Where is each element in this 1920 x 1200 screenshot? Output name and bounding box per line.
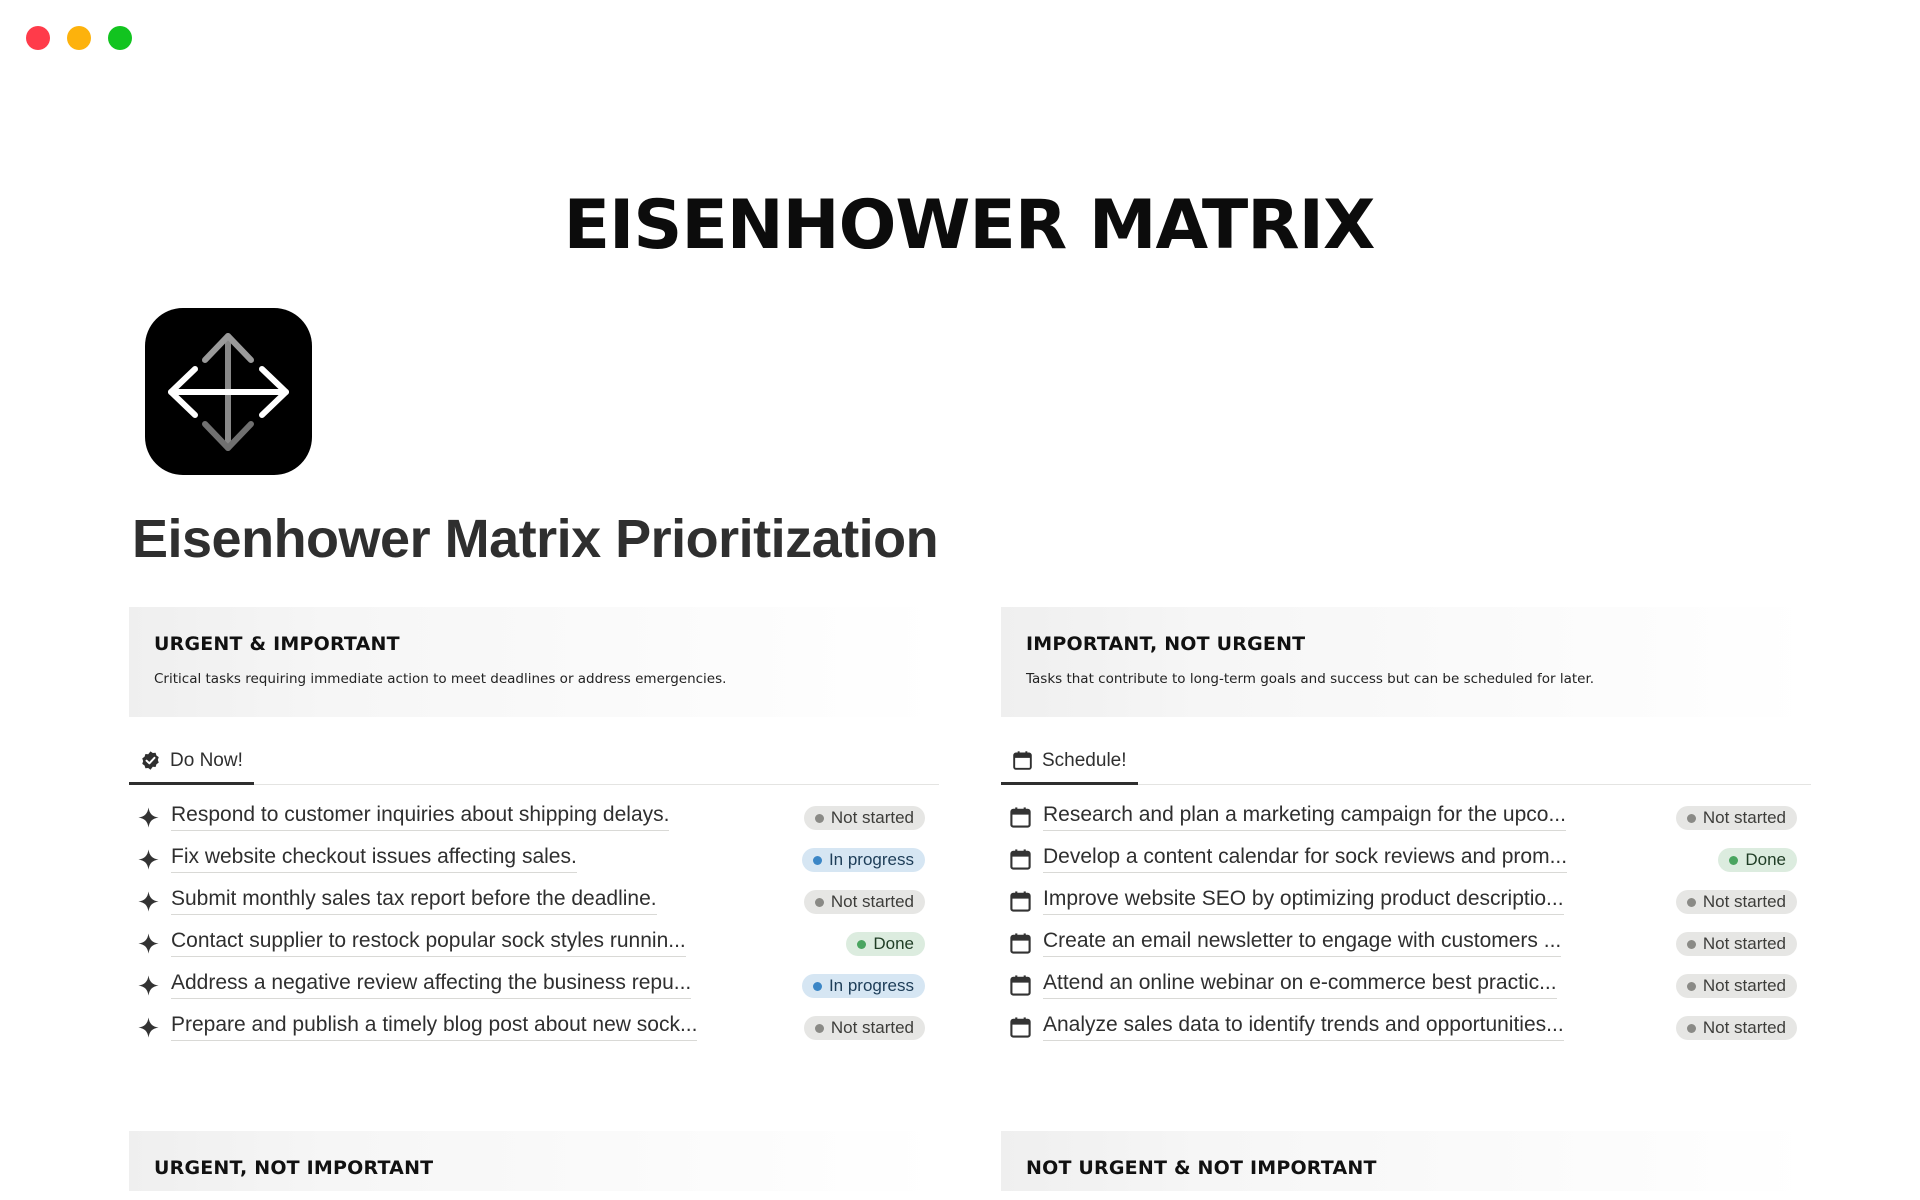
diamond-icon [137, 932, 160, 955]
status-badge[interactable] [1676, 890, 1797, 914]
status-label: Done [1745, 850, 1786, 869]
task-title[interactable]: Respond to customer inquiries about shipping delays. [171, 803, 669, 831]
status-dot [1687, 814, 1696, 823]
banner-title: EISENHOWER MATRIX [563, 186, 1375, 265]
task-title[interactable]: Analyze sales data to identify trends and opportunities... [1043, 1013, 1564, 1041]
quadrant-header [1001, 607, 1811, 717]
status-dot [815, 1024, 824, 1033]
task-title[interactable]: Attend an online webinar on e-commerce best practic... [1043, 971, 1557, 999]
status-label: In progress [828, 850, 914, 869]
task-title[interactable]: Fix website checkout issues affecting sales. [171, 845, 577, 873]
status-label: Not started [1702, 976, 1786, 995]
task-title[interactable]: Prepare and publish a timely blog post about new sock... [171, 1013, 697, 1041]
task-row[interactable] [1001, 1007, 1811, 1049]
tab-schedule[interactable] [1001, 739, 1138, 785]
quadrant-urgent-important [129, 607, 939, 1049]
task-row[interactable] [129, 1007, 939, 1049]
diamond-icon [137, 1016, 160, 1039]
status-label: Not started [830, 1018, 914, 1037]
status-badge[interactable] [804, 890, 925, 914]
status-dot [1687, 940, 1696, 949]
calendar-icon [1009, 1016, 1032, 1039]
task-row[interactable] [129, 839, 939, 881]
status-dot [1687, 982, 1696, 991]
task-row[interactable] [1001, 881, 1811, 923]
task-row[interactable] [1001, 797, 1811, 839]
status-dot [813, 856, 822, 865]
tab-do-now[interactable] [129, 739, 254, 785]
status-dot [1729, 856, 1738, 865]
tab-label: Do Now! [170, 749, 243, 771]
status-dot [1687, 1024, 1696, 1033]
minimize-window-button[interactable] [67, 26, 91, 50]
calendar-icon [1009, 974, 1032, 997]
diamond-icon [137, 974, 160, 997]
status-badge[interactable] [1676, 1016, 1797, 1040]
quadrant-description: Critical tasks requiring immediate action to meet deadlines or address emergencies. [154, 671, 727, 687]
status-badge[interactable] [1676, 806, 1797, 830]
zoom-window-button[interactable] [108, 26, 132, 50]
four-direction-arrows-icon [145, 308, 312, 475]
status-dot [1687, 898, 1696, 907]
status-badge[interactable] [1676, 932, 1797, 956]
quadrant-title: URGENT, NOT IMPORTANT [154, 1157, 434, 1179]
task-title[interactable]: Submit monthly sales tax report before the deadline. [171, 887, 657, 915]
quadrant-title: IMPORTANT, NOT URGENT [1026, 633, 1306, 655]
calendar-icon [1009, 890, 1032, 913]
task-row[interactable] [1001, 923, 1811, 965]
close-window-button[interactable] [26, 26, 50, 50]
task-row[interactable] [129, 965, 939, 1007]
task-row[interactable] [129, 923, 939, 965]
task-row[interactable] [1001, 965, 1811, 1007]
task-title[interactable]: Improve website SEO by optimizing product descriptio... [1043, 887, 1564, 915]
check-badge-icon [140, 750, 161, 771]
calendar-icon [1012, 750, 1033, 771]
quadrant-title: NOT URGENT & NOT IMPORTANT [1026, 1157, 1377, 1179]
quadrant-header [129, 607, 939, 717]
diamond-icon [137, 890, 160, 913]
task-title[interactable]: Research and plan a marketing campaign for the upco... [1043, 803, 1566, 831]
status-dot [815, 814, 824, 823]
status-label: Not started [1702, 808, 1786, 827]
status-label: Not started [1702, 892, 1786, 911]
status-badge[interactable] [1718, 848, 1797, 872]
diamond-icon [137, 848, 160, 871]
status-badge[interactable] [802, 848, 925, 872]
calendar-icon [1009, 848, 1032, 871]
quadrant-description: Tasks that contribute to long-term goals and success but can be scheduled for later. [1026, 671, 1595, 687]
task-row[interactable] [1001, 839, 1811, 881]
status-label: In progress [828, 976, 914, 995]
view-tab-bar [1001, 717, 1811, 785]
tab-label: Schedule! [1042, 749, 1127, 771]
status-dot [857, 940, 866, 949]
status-label: Not started [830, 892, 914, 911]
task-list [1001, 785, 1811, 1049]
status-badge[interactable] [846, 932, 925, 956]
status-label: Not started [830, 808, 914, 827]
task-row[interactable] [129, 881, 939, 923]
status-label: Not started [1702, 1018, 1786, 1037]
status-badge[interactable] [804, 1016, 925, 1040]
quadrant-urgent-not-important [129, 1131, 939, 1191]
status-badge[interactable] [804, 806, 925, 830]
status-dot [813, 982, 822, 991]
calendar-icon [1009, 806, 1032, 829]
task-title[interactable]: Create an email newsletter to engage with customers ... [1043, 929, 1561, 957]
quadrant-important-not-urgent [1001, 607, 1811, 1049]
task-title[interactable]: Develop a content calendar for sock reviews and prom... [1043, 845, 1567, 873]
status-label: Not started [1702, 934, 1786, 953]
page-title: Eisenhower Matrix Prioritization [132, 509, 939, 569]
quadrant-not-urgent-not-important [1001, 1131, 1811, 1191]
quadrant-header [1001, 1131, 1811, 1191]
status-label: Done [873, 934, 914, 953]
diamond-icon [137, 806, 160, 829]
window-controls [26, 26, 132, 50]
page-icon[interactable] [145, 308, 312, 475]
calendar-icon [1009, 932, 1032, 955]
quadrant-header [129, 1131, 939, 1191]
task-row[interactable] [129, 797, 939, 839]
view-tab-bar [129, 717, 939, 785]
status-dot [815, 898, 824, 907]
quadrant-title: URGENT & IMPORTANT [154, 633, 400, 655]
task-list [129, 785, 939, 1049]
task-title[interactable]: Address a negative review affecting the business repu... [171, 971, 691, 999]
status-badge[interactable] [1676, 974, 1797, 998]
status-badge[interactable] [802, 974, 925, 998]
task-title[interactable]: Contact supplier to restock popular sock styles runnin... [171, 929, 686, 957]
